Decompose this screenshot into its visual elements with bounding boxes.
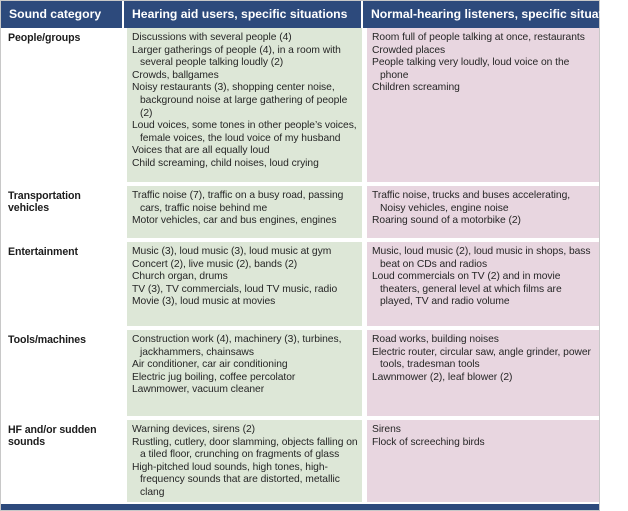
- table-row-transportation: [1, 186, 599, 238]
- list-item: Music, loud music (2), loud music in shops, bass beat on CDs and radios: [372, 246, 591, 270]
- list-item: TV (3), TV commercials, loud TV music, radio: [132, 283, 338, 295]
- list-item: Air conditioner, car air conditioning: [132, 359, 288, 371]
- list-item: Loud commercials on TV (2) and in movie theaters, general level at which films are played, TV and radio volume: [372, 271, 562, 308]
- hearing-aid-cell: [127, 186, 362, 238]
- list-item: Concert (2), live music (2), bands (2): [132, 258, 298, 270]
- list-item: Church organ, drums: [132, 271, 228, 283]
- list-item: Children screaming: [372, 82, 460, 94]
- list-item: People talking very loudly, loud voice on the phone: [372, 57, 570, 81]
- table-footer-bar: [1, 504, 599, 510]
- list-item: Rustling, cutlery, door slamming, objects falling on a tiled floor, crunching on fragments of glass: [132, 436, 358, 461]
- normal-hearing-cell: [367, 28, 599, 182]
- table-row-people-groups: [1, 28, 599, 182]
- category-cell: People/groups: [1, 28, 122, 182]
- list-item: Child screaming, child noises, loud crying: [132, 157, 319, 169]
- category-cell: Entertainment: [1, 242, 122, 326]
- list-item: Electric router, circular saw, angle grinder, power tools, tradesman tools: [372, 346, 591, 371]
- category-cell: HF and/or sudden sounds: [1, 420, 122, 502]
- table-row-tools-machines: [1, 330, 599, 416]
- header-normal-hearing-listeners: Normal-hearing listeners, specific situations: [371, 7, 628, 21]
- list-item: Movie (3), loud music at movies: [132, 296, 276, 308]
- hearing-aid-cell: [127, 28, 362, 182]
- list-item: Crowds, ballgames: [132, 69, 219, 81]
- list-item: Warning devices, sirens (2): [132, 424, 256, 435]
- header-sound-category: Sound category: [9, 7, 102, 21]
- list-item: Room full of people talking at once, restaurants: [372, 32, 585, 43]
- list-item: Crowded places: [372, 44, 446, 56]
- list-item: Construction work (4), machinery (3), turbines, jackhammers, chainsaws: [132, 334, 342, 358]
- normal-hearing-cell: [367, 242, 599, 326]
- list-item: Voices that are all equally loud: [132, 145, 270, 157]
- hearing-aid-cell: [127, 420, 362, 502]
- category-cell: Tools/machines: [1, 330, 122, 416]
- hearing-aid-cell: [127, 330, 362, 416]
- hearing-aid-cell: [127, 242, 362, 326]
- list-item: Flock of screeching birds: [372, 436, 485, 448]
- table-row-hf-sudden-sounds: [1, 420, 599, 502]
- list-item: Traffic noise (7), traffic on a busy road, passing cars, traffic noise behind me: [132, 190, 344, 214]
- list-item: Electric jug boiling, coffee percolator: [132, 371, 296, 383]
- list-item: Traffic noise, trucks and buses accelerating, Noisy vehicles, engine noise: [372, 190, 571, 214]
- list-item: Music (3), loud music (3), loud music at gym: [132, 246, 332, 257]
- category-cell: Transportation vehicles: [1, 186, 122, 238]
- list-item: Road works, building noises: [372, 334, 499, 345]
- list-item: Lawnmower, vacuum cleaner: [132, 384, 265, 396]
- list-item: Roaring sound of a motorbike (2): [372, 215, 521, 227]
- list-item: High-pitched loud sounds, high tones, high-frequency sounds that are distorted, metallic clang: [132, 461, 340, 498]
- table-row-entertainment: [1, 242, 599, 326]
- list-item: Loud voices, some tones in other people’s voices, female voices, the loud voice of my husband: [132, 120, 357, 144]
- list-item: Sirens: [372, 424, 401, 435]
- list-item: Noisy restaurants (3), shopping center noise, background noise at large gathering of people (2): [132, 82, 348, 119]
- normal-hearing-cell: [367, 420, 599, 502]
- normal-hearing-cell: [367, 330, 599, 416]
- list-item: Motor vehicles, car and bus engines, engines: [132, 215, 337, 227]
- normal-hearing-cell: [367, 186, 599, 238]
- header-hearing-aid-users: Hearing aid users, specific situations: [132, 7, 348, 21]
- list-item: Lawnmower (2), leaf blower (2): [372, 371, 513, 383]
- list-item: Discussions with several people (4): [132, 32, 292, 43]
- list-item: Larger gatherings of people (4), in a room with several people talking loudly (2): [132, 44, 341, 69]
